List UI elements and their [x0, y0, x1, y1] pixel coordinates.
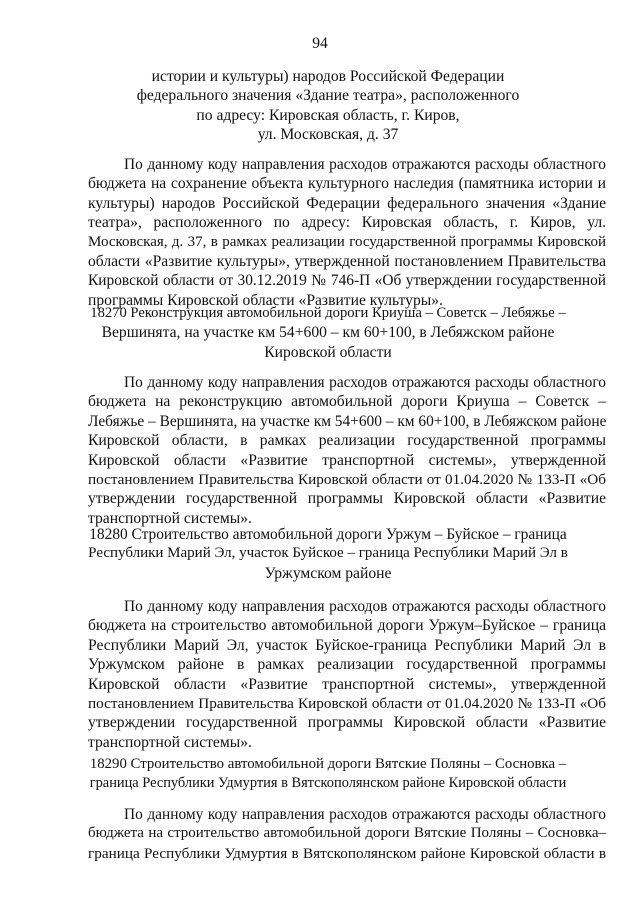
heading-line: Уржумском районе — [264, 564, 392, 582]
paragraph-line: Кировской области, в рамках реализации государственной программы — [88, 432, 606, 450]
section-heading-theatre — [88, 67, 568, 145]
paragraph-line: транспортной системы». — [88, 509, 252, 527]
section-paragraph-18280 — [88, 597, 606, 752]
section-heading-18290 — [88, 755, 568, 794]
paragraph-line: граница Республики Удмуртия в Вятскополянском районе Кировской области в — [88, 844, 606, 862]
paragraph-line: бюджета на реконструкцию автомобильной дороги Криуша – Советск – — [88, 393, 606, 411]
section-heading-18270 — [88, 304, 568, 362]
paragraph-line: бюджета на строительство автомобильной дороги Уржум–Буйское – граница — [88, 617, 606, 635]
paragraph-line: постановлением Правительства Кировской области от 01.04.2020 № 133-П «Об — [88, 471, 606, 489]
paragraph-line: культуры) народов Российской Федерации федерального значения «Здание — [88, 194, 606, 212]
paragraph-line: Кировской области «Развитие транспортной системы», утвержденной — [88, 451, 606, 469]
paragraph-line: По данному коду направления расходов отражаются расходы областного — [124, 598, 606, 615]
paragraph-line: Московская, д. 37, в рамках реализации государственной программы Кировской — [88, 233, 606, 250]
heading-line: федерального значения «Здание театра», расположенного — [136, 87, 520, 105]
section-heading-18280 — [88, 525, 568, 583]
paragraph-line: Лебяжье – Вершинята, на участке км 54+600 – км 60+100, в Лебяжском районе — [88, 412, 607, 430]
paragraph-line: бюджета на сохранение объекта культурного наследия (памятника истории и — [88, 175, 606, 193]
paragraph-line: утверждении государственной программы Кировской области «Развитие — [88, 490, 606, 508]
paragraph-line: Республики Марий Эл, участок Буйское-граница Республики Марий Эл в — [88, 636, 606, 654]
paragraph-line: утверждении государственной программы Кировской области «Развитие — [88, 714, 606, 732]
paragraph-line: По данному коду направления расходов отражаются расходы областного — [124, 806, 606, 823]
paragraph-line: Кировской области «Развитие транспортной системы», утвержденной — [88, 675, 606, 693]
page-number: 94 — [312, 35, 328, 52]
heading-line: граница Республики Удмуртия в Вятскополянском районе Кировской области — [89, 775, 567, 792]
paragraph-line: области «Развитие культуры», утвержденной постановлением Правительства — [88, 253, 606, 271]
heading-line: 18270 Реконструкция автомобильной дороги Криуша – Советск – Лебяжье – — [90, 305, 566, 321]
heading-line: истории и культуры) народов Российской Федерации — [151, 68, 505, 85]
heading-line: ул. Московская, д. 37 — [257, 126, 399, 144]
section-paragraph-theatre — [88, 155, 606, 310]
heading-line: 18280 Строительство автомобильной дороги Уржум – Буйское – граница — [89, 526, 567, 543]
paragraph-line: программы Кировской области «Развитие культуры». — [88, 291, 443, 309]
paragraph-line: бюджета на строительство автомобильной дороги Вятские Поляны – Сосновка– — [88, 825, 606, 842]
paragraph-line: транспортной системы». — [88, 733, 252, 751]
paragraph-line: По данному коду направления расходов отражаются расходы областного — [124, 156, 606, 173]
paragraph-line: Уржумском районе в рамках реализации государственной программы — [88, 656, 606, 674]
heading-line: 18290 Строительство автомобильной дороги Вятские Поляны – Сосновка – — [89, 756, 567, 772]
paragraph-line: По данному коду направления расходов отражаются расходы областного — [124, 374, 606, 391]
section-paragraph-18270 — [88, 373, 606, 528]
heading-line: Республики Марий Эл, участок Буйское – граница Республики Марий Эл в — [88, 545, 568, 562]
heading-line: Вершинята, на участке км 54+600 – км 60+100, в Лебяжском районе — [101, 324, 555, 342]
paragraph-line: театра», расположенного по адресу: Кировская область, г. Киров, ул. — [88, 214, 606, 232]
heading-line: Кировской области — [264, 343, 392, 361]
heading-line: по адресу: Кировская область, г. Киров, — [196, 106, 460, 124]
paragraph-line: Кировской области от 30.12.2019 № 746-П «Об утверждении государственной — [88, 272, 606, 290]
section-paragraph-18290 — [88, 805, 606, 863]
paragraph-line: постановлением Правительства Кировской области от 01.04.2020 № 133-П «Об — [88, 695, 606, 713]
